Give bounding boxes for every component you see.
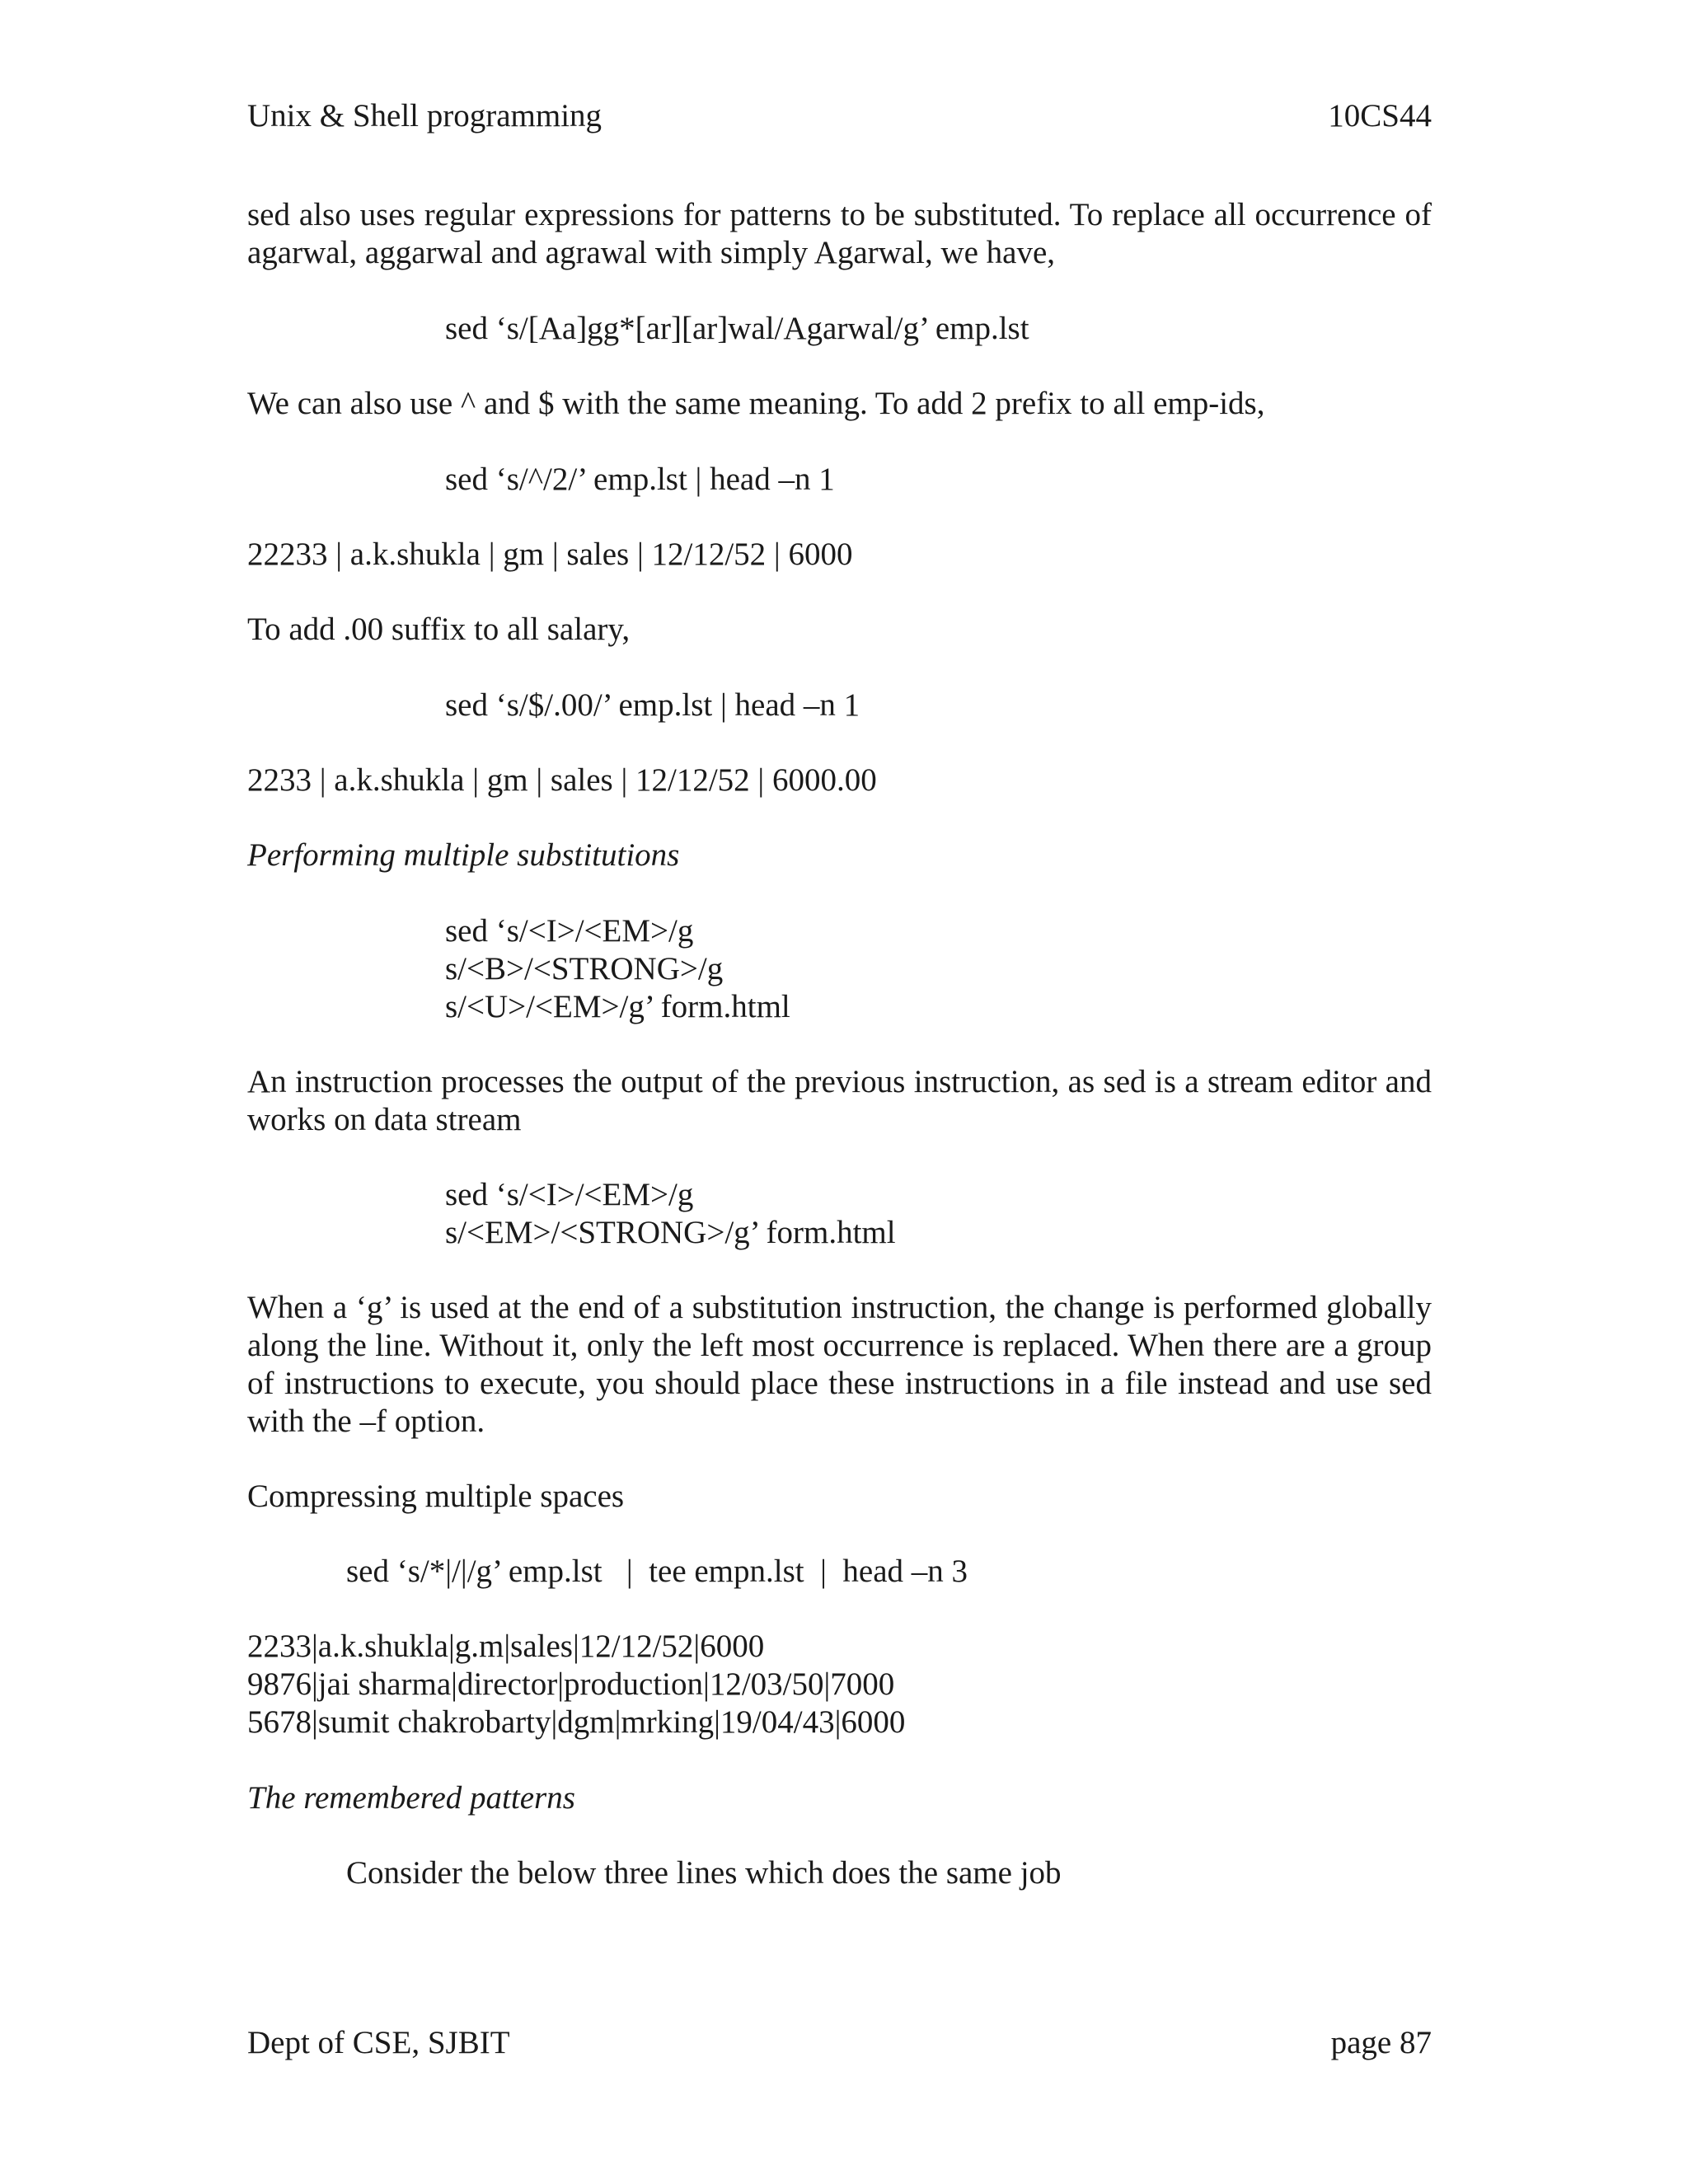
paragraph-anchors: We can also use ^ and $ with the same meaning. To add 2 prefix to all emp-ids, xyxy=(247,386,1265,421)
output-line: 22233 | a.k.shukla | gm | sales | 12/12/52 | 6000 xyxy=(247,537,853,572)
section-heading: Performing multiple substitutions xyxy=(247,837,680,873)
section-heading: The remembered patterns xyxy=(247,1780,575,1816)
output-line: 5678|sumit chakrobarty|dgm|mrking|19/04/43|6000 xyxy=(247,1704,906,1740)
section-heading: Compressing multiple spaces xyxy=(247,1479,625,1514)
command-line: sed ‘s/<I>/<EM>/g xyxy=(445,913,694,949)
command-line: sed ‘s/[Aa]gg*[ar][ar]wal/Agarwal/g’ emp.lst xyxy=(445,311,1029,346)
header-course-code: 10CS44 xyxy=(1328,98,1432,134)
paragraph-suffix: To add .00 suffix to all salary, xyxy=(247,612,631,647)
paragraph-regex-intro: sed also uses regular expressions for patterns to be substituted. To replace all occurrence of agarwal, aggarwal and agrawal with simply Agarwal, we have, xyxy=(247,197,1432,270)
output-line: 2233|a.k.shukla|g.m|sales|12/12/52|6000 xyxy=(247,1629,765,1664)
command-line: sed ‘s/$/.00/’ emp.lst | head –n 1 xyxy=(445,687,860,723)
output-line: 2233 | a.k.shukla | gm | sales | 12/12/52 | 6000.00 xyxy=(247,762,877,798)
paragraph-stream-editor: An instruction processes the output of the previous instruction, as sed is a stream editor and works on data stream xyxy=(247,1064,1432,1137)
header-title: Unix & Shell programming xyxy=(247,98,603,134)
footer-page-number: page 87 xyxy=(1330,2025,1432,2060)
footer-department: Dept of CSE, SJBIT xyxy=(247,2025,510,2060)
command-line: s/<U>/<EM>/g’ form.html xyxy=(445,989,790,1024)
paragraph-remembered-patterns: Consider the below three lines which does the same job xyxy=(346,1855,1062,1891)
command-line: s/<B>/<STRONG>/g xyxy=(445,951,724,987)
paragraph-global-flag: When a ‘g’ is used at the end of a substitution instruction, the change is performed globally along the line. Without it, only the left most occurrence is replaced. When there are a group of instructions to execute, you should place these instructions in a file instead and use sed with the –f option. xyxy=(247,1290,1432,1439)
command-line: sed ‘s/^/2/’ emp.lst | head –n 1 xyxy=(445,462,835,497)
command-line: s/<EM>/<STRONG>/g’ form.html xyxy=(445,1215,896,1250)
command-line: sed ‘s/<I>/<EM>/g xyxy=(445,1177,694,1212)
command-line: sed ‘s/*|/|/g’ emp.lst | tee empn.lst | head –n 3 xyxy=(346,1554,968,1589)
output-line: 9876|jai sharma|director|production|12/03/50|7000 xyxy=(247,1666,895,1702)
